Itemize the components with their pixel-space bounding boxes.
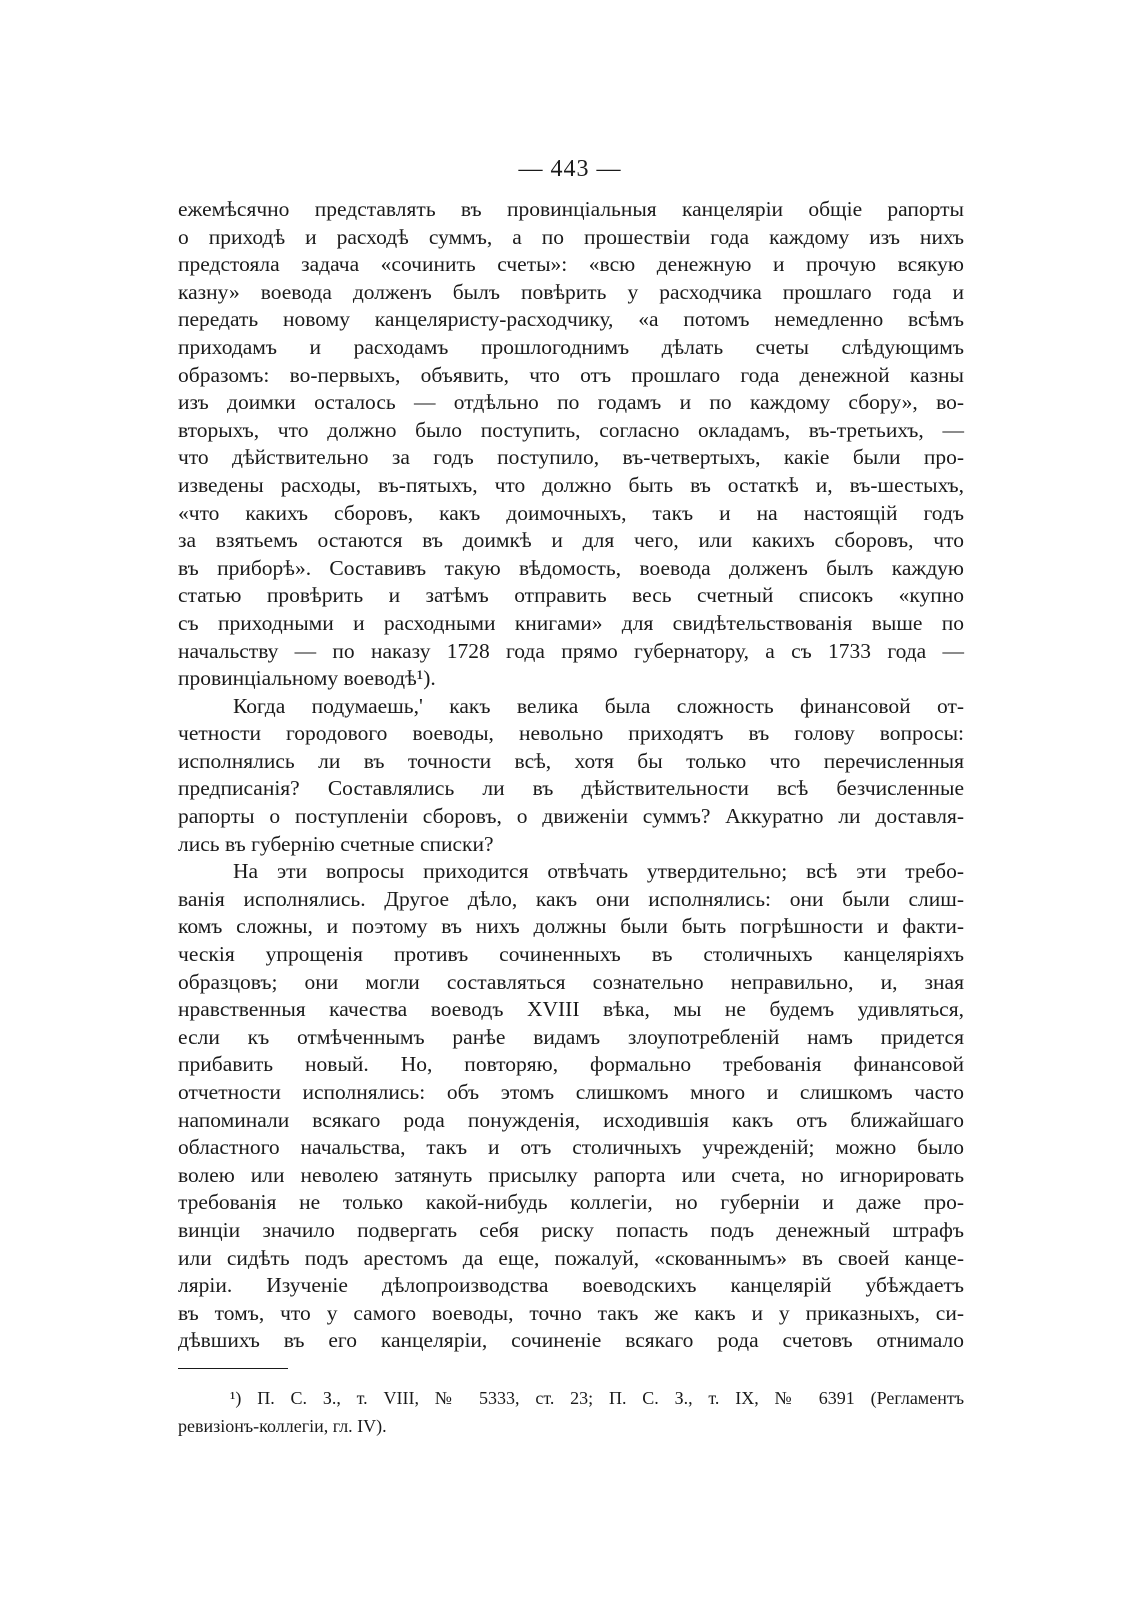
text-line: «что какихъ сборовъ, какъ доимочныхъ, такъ и на настоящій годъ	[178, 500, 964, 525]
text-line: приходамъ и расходамъ прошлогоднимъ дѣлать счеты слѣдующимъ	[178, 334, 964, 359]
text-line: лись въ губернію счетные списки?	[178, 831, 494, 856]
footnote-divider	[178, 1368, 288, 1369]
paragraph	[178, 196, 964, 693]
text-line: областного начальства, такъ и отъ столичныхъ учрежденій; можно было	[178, 1135, 964, 1160]
text-line: или сидѣть подъ арестомъ да еще, пожалуй, «скованнымъ» въ своей канце-	[178, 1245, 964, 1270]
text-line: дѣвшихъ въ его канцеляріи, сочиненіе всякаго рода счетовъ отнимало	[178, 1328, 964, 1353]
paragraph	[178, 858, 964, 1355]
footnote-line: ¹) П. С. З., т. VIII, № 5333, ст. 23; П. С. З., т. IX, № 6391 (Регламентъ	[230, 1388, 964, 1408]
text-line: если къ отмѣченнымъ ранѣе видамъ злоупотребленій намъ придется	[178, 1024, 964, 1049]
text-line: за взятьемъ остаются въ доимкѣ и для чего, или какихъ сборовъ, что	[178, 528, 964, 553]
text-line: въ томъ, что у самого воеводы, точно такъ же какъ и у приказныхъ, си-	[178, 1300, 964, 1325]
text-line: напоминали всякаго рода понужденія, исходившія какъ отъ ближайшаго	[178, 1107, 964, 1132]
text-line: Когда подумаешь,' какъ велика была сложность финансовой от-	[233, 693, 964, 718]
text-line: провинціальному воеводѣ¹).	[178, 666, 436, 691]
text-line: изъ доимки осталось — отдѣльно по годамъ и по каждому сбору», во-	[178, 390, 964, 415]
text-line: съ приходными и расходными книгами» для свидѣтельствованія выше по	[178, 610, 964, 635]
text-line: нравственныя качества воеводъ XVIII вѣка, мы не будемъ удивляться,	[178, 997, 964, 1022]
text-line: ческія упрощенія противъ сочиненныхъ въ столичныхъ канцеляріяхъ	[178, 942, 964, 967]
text-line: образомъ: во-первыхъ, объявить, что отъ прошлаго года денежной казны	[178, 362, 964, 387]
text-line: статью провѣрить и затѣмъ отправить весь счетный списокъ «купно	[178, 583, 964, 608]
text-line: о приходѣ и расходѣ суммъ, а по прошествіи года каждому изъ нихъ	[178, 224, 964, 249]
text-line: требованія не только какой-нибудь коллегіи, но губерніи и даже про-	[178, 1190, 964, 1215]
text-line: комъ сложны, и поэтому въ нихъ должны были быть погрѣшности и факти-	[178, 914, 964, 939]
text-line: рапорты о поступленіи сборовъ, о движеніи суммъ? Аккуратно ли доставля-	[178, 804, 964, 829]
text-line: начальству — по наказу 1728 года прямо губернатору, а съ 1733 года —	[178, 638, 964, 663]
text-line: предписанія? Составлялись ли въ дѣйствительности всѣ безчисленные	[178, 776, 964, 801]
text-line: ляріи. Изученіе дѣлопроизводства воеводскихъ канцелярій убѣждаетъ	[178, 1273, 964, 1298]
text-line: передать новому канцеляристу-расходчику, «а потомъ немедленно всѣмъ	[178, 307, 964, 332]
text-line: въ приборѣ». Составивъ такую вѣдомость, воевода долженъ былъ каждую	[178, 555, 964, 580]
footnotes	[178, 1384, 964, 1440]
text-line: прибавить новый. Но, повторяю, формально требованія финансовой	[178, 1052, 964, 1077]
text-line: изведены расходы, въ-пятыхъ, что должно быть въ остаткѣ и, въ-шестыхъ,	[178, 472, 964, 497]
text-line: волею или неволею затянуть присылку рапорта или счета, но игнорировать	[178, 1162, 964, 1187]
text-line: отчетности исполнялись: объ этомъ слишкомъ много и слишкомъ часто	[178, 1080, 964, 1104]
body-text	[178, 196, 964, 1355]
footnote-line: ревизіонъ-коллегіи, гл. IV).	[178, 1416, 387, 1436]
text-line: казну» воевода долженъ былъ повѣрить у расходчика прошлаго года и	[178, 279, 964, 304]
text-line: исполнялись ли въ точности всѣ, хотя бы только что перечисленныя	[178, 748, 964, 773]
text-line: На эти вопросы приходится отвѣчать утвердительно; всѣ эти требо-	[233, 859, 964, 884]
text-line: предстояла задача «сочинить счеты»: «всю денежную и прочую всякую	[178, 252, 964, 277]
text-line: что дѣйствительно за годъ поступило, въ-четвертыхъ, какіе были про-	[178, 445, 964, 470]
text-line: вторыхъ, что должно было поступить, согласно окладамъ, въ-третьихъ, —	[178, 417, 964, 442]
page-number: — 443 —	[518, 156, 622, 182]
text-line: четности городового воеводы, невольно приходятъ въ голову вопросы:	[178, 721, 964, 746]
text-line: ванія исполнялись. Другое дѣло, какъ они исполнялись: они были слиш-	[178, 886, 964, 911]
paragraph	[178, 693, 964, 859]
text-line: образцовъ; они могли составляться сознательно неправильно, и, зная	[178, 969, 964, 994]
text-line: ежемѣсячно представлять въ провинціальныя канцеляріи общіе рапорты	[178, 197, 964, 221]
text-line: винціи значило подвергать себя риску попасть подъ денежный штрафъ	[178, 1217, 964, 1242]
